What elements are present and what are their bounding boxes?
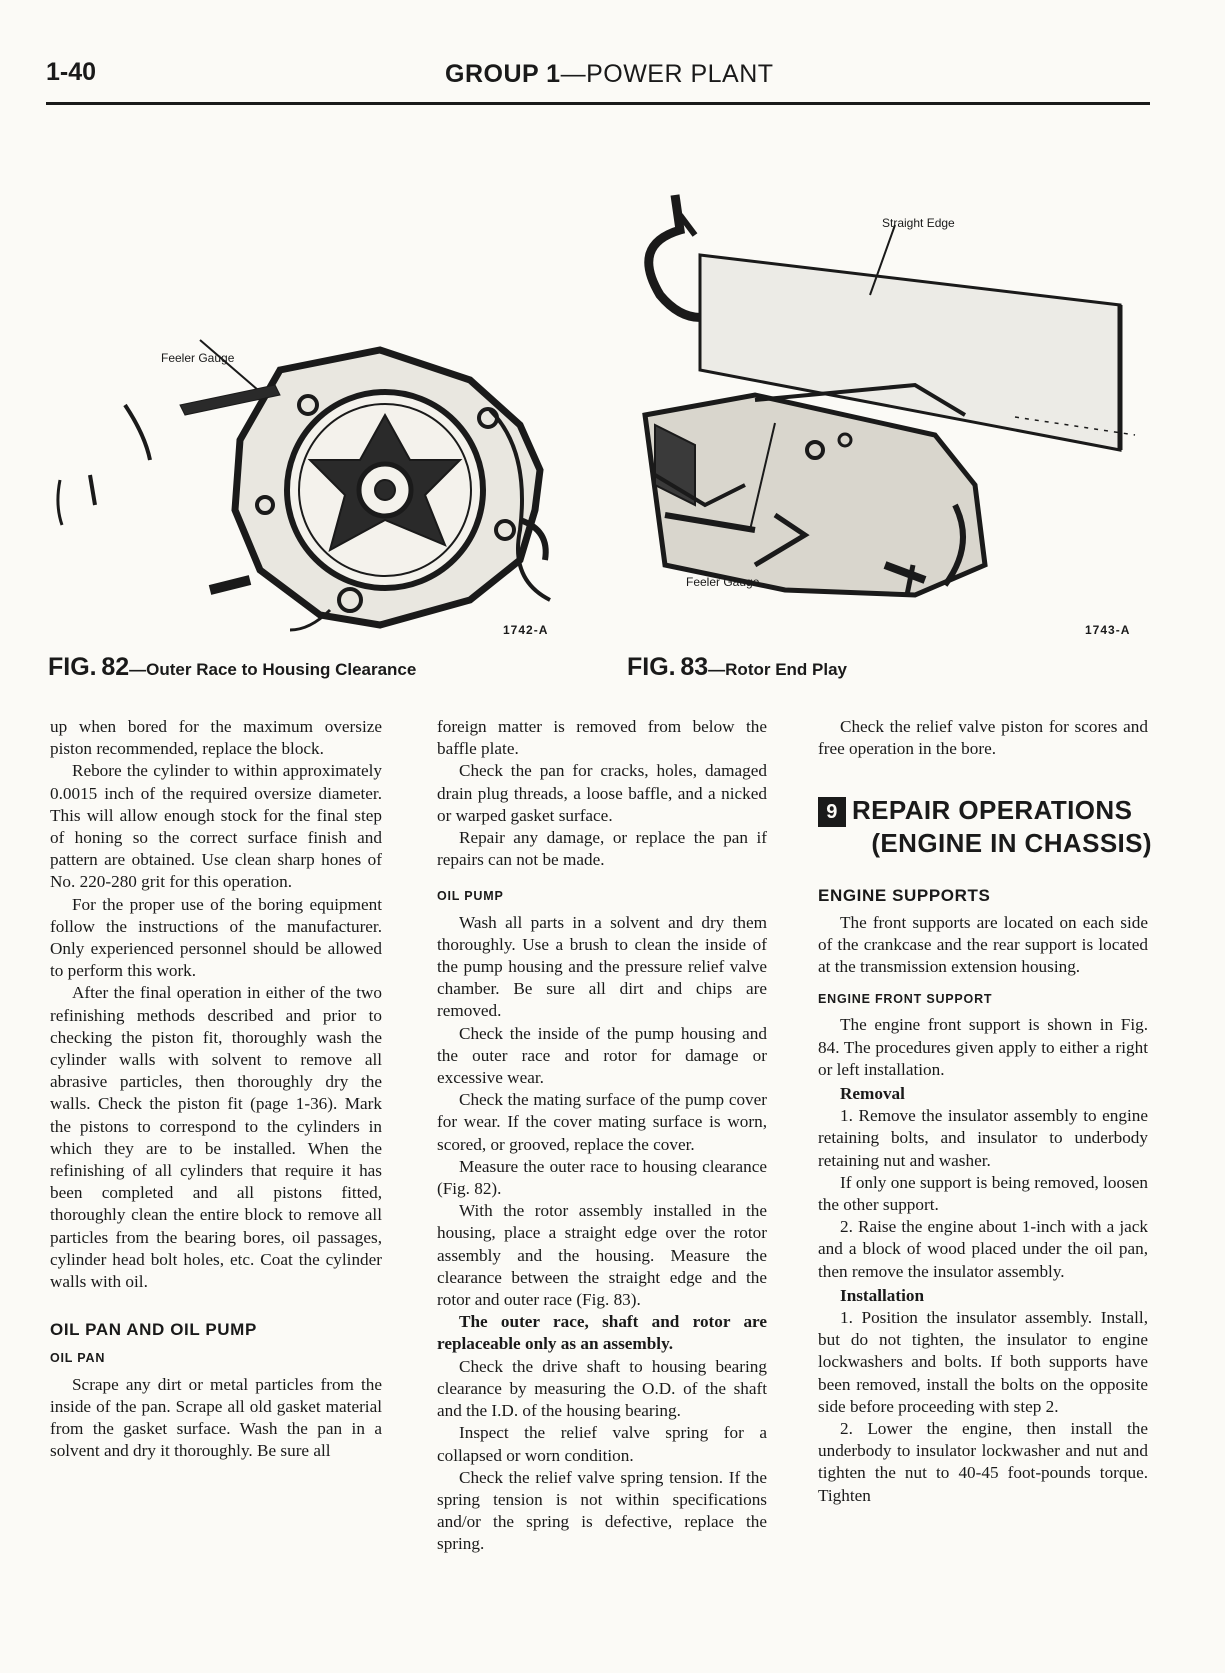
fig83-illustration — [635, 185, 1155, 625]
section-title-line1: REPAIR OPERATIONS — [852, 795, 1133, 826]
section-number-badge: 9 — [818, 797, 846, 827]
fig83-code: 1743-A — [1085, 623, 1131, 637]
group-title: —POWER PLANT — [560, 60, 774, 88]
paragraph: With the rotor assembly installed in the housing, place a straight edge over the rotor assembly and the housing. Measure the clearance between the straight edge and the rotor and outer race (Fig. 83). — [437, 1201, 767, 1310]
fig82-number: 82 — [101, 653, 130, 681]
header-rule — [46, 102, 1150, 105]
paragraph: 1. Remove the insulator assembly to engine retaining bolts, and insulator to underbody retaining nut and washer. — [818, 1106, 1148, 1170]
paragraph-bold: The outer race, shaft and rotor are replaceable only as an assembly. — [437, 1312, 767, 1354]
paragraph: Rebore the cylinder to within approximately 0.0015 inch of the required oversize diameter. This will allow enough stock for the final step of honing so the correct surface finish and pattern are obtained. Use clean sharp hones of No. 220-280 grit for this operation. — [50, 761, 382, 892]
removal-heading: Removal — [840, 1084, 905, 1104]
fig83-label-feeler-gauge: Feeler Gauge — [686, 575, 760, 589]
installation-heading: Installation — [840, 1285, 925, 1305]
fig82-illustration — [50, 330, 570, 640]
paragraph: Check the relief valve spring tension. If the spring tension is not within specifications and/or the spring is defective, replace the spring. — [437, 1467, 767, 1554]
paragraph: Check the inside of the pump housing and the outer race and rotor for damage or excessive wear. — [437, 1023, 767, 1088]
column-1 — [50, 716, 382, 1463]
paragraph: Measure the outer race to housing clearance (Fig. 82). — [437, 1156, 767, 1199]
fig82-label-feeler-gauge: Feeler Gauge — [161, 351, 235, 365]
paragraph: Wash all parts in a solvent and dry them thoroughly. Use a brush to clean the inside of the pump housing and the pressure relief valve chamber. Be sure all dirt and chips are removed. — [437, 912, 767, 1021]
paragraph: For the proper use of the boring equipment follow the instructions of the manufacturer. Only experienced personnel should be allowed to perform this work. — [50, 894, 382, 981]
column-2 — [437, 716, 767, 1556]
fig83-caption-text: —Rotor End Play — [708, 660, 848, 679]
paragraph: Inspect the relief valve spring for a collapsed or worn condition. — [437, 1423, 767, 1465]
paragraph: foreign matter is removed from below the baffle plate. — [437, 717, 767, 759]
paragraph: Repair any damage, or replace the pan if repairs can not be made. — [437, 828, 767, 870]
fig83-caption — [627, 653, 847, 682]
group-label: GROUP 1 — [445, 60, 561, 88]
paragraph: Check the mating surface of the pump cover for wear. If the cover mating surface is worn, scored, or grooved, replace the cover. — [437, 1090, 767, 1154]
paragraph: Scrape any dirt or metal particles from the inside of the pan. Scrape all old gasket material from the gasket surface. Wash the pan in a solvent and dry it thoroughly. Be sure all — [50, 1374, 382, 1461]
paragraph: The engine front support is shown in Fig. 84. The procedures given apply to either a right or left installation. — [818, 1015, 1148, 1079]
fig82-prefix: FIG. — [48, 653, 97, 681]
subsection-heading: OIL PAN — [50, 1351, 106, 1366]
paragraph: up when bored for the maximum oversize piston recommended, replace the block. — [50, 717, 382, 759]
fig82-code: 1742-A — [503, 623, 549, 637]
fig83-number: 83 — [680, 653, 709, 681]
major-section-heading — [818, 794, 1152, 859]
column-3 — [818, 716, 1152, 1507]
paragraph: Check the pan for cracks, holes, damaged drain plug threads, a loose baffle, and a nicked or warped gasket surface. — [437, 761, 767, 825]
paragraph: 1. Position the insulator assembly. Install, but do not tighten, the insulator to engine lockwashers and bolts. If both supports have been removed, install the bolts on the opposite side before proceeding with step 2. — [818, 1308, 1148, 1416]
paragraph: After the final operation in either of the two refinishing methods described and prior to checking the piston fit, thoroughly wash the cylinder walls with solvent to remove all abrasive particles, then thoroughly dry the walls. Check the piston fit (page 1-36). Mark the pistons to correspond to the cylinders in which they are to be installed. When the refinishing of all cylinders that require it has been completed and all pistons fitted, thoroughly clean the entire block to remove all particles from the bearing bores, oil passages, cylinder head bolt holes, etc. Coat the cylinder walls with oil. — [50, 983, 382, 1292]
paragraph: The front supports are located on each side of the crankcase and the rear support is located at the transmission extension housing. — [818, 912, 1148, 977]
page-number: 1-40 — [46, 58, 97, 86]
fig83-label-straight-edge: Straight Edge — [882, 216, 955, 230]
fig82-caption — [48, 653, 416, 682]
section-heading: OIL PAN AND OIL PUMP — [50, 1320, 257, 1340]
section-heading: ENGINE SUPPORTS — [818, 886, 991, 906]
paragraph: Check the drive shaft to housing bearing clearance by measuring the O.D. of the shaft and the I.D. of the housing bearing. — [437, 1356, 767, 1421]
subsection-heading: ENGINE FRONT SUPPORT — [818, 992, 993, 1007]
section-title-line2: (ENGINE IN CHASSIS) — [871, 828, 1152, 859]
fig83-prefix: FIG. — [627, 653, 676, 681]
paragraph: 2. Lower the engine, then install the underbody to insulator lockwasher and nut and tighten the nut to 40-45 foot-pounds torque. Tighten — [818, 1419, 1148, 1505]
page-title — [445, 60, 774, 89]
paragraph: 2. Raise the engine about 1-inch with a jack and a block of wood placed under the oil pan, then remove the insulator assembly. — [818, 1217, 1148, 1281]
paragraph: Check the relief valve piston for scores and free operation in the bore. — [818, 717, 1148, 759]
paragraph: If only one support is being removed, loosen the other support. — [818, 1172, 1148, 1215]
subsection-heading: OIL PUMP — [437, 889, 504, 904]
fig82-caption-text: —Outer Race to Housing Clearance — [129, 660, 417, 679]
